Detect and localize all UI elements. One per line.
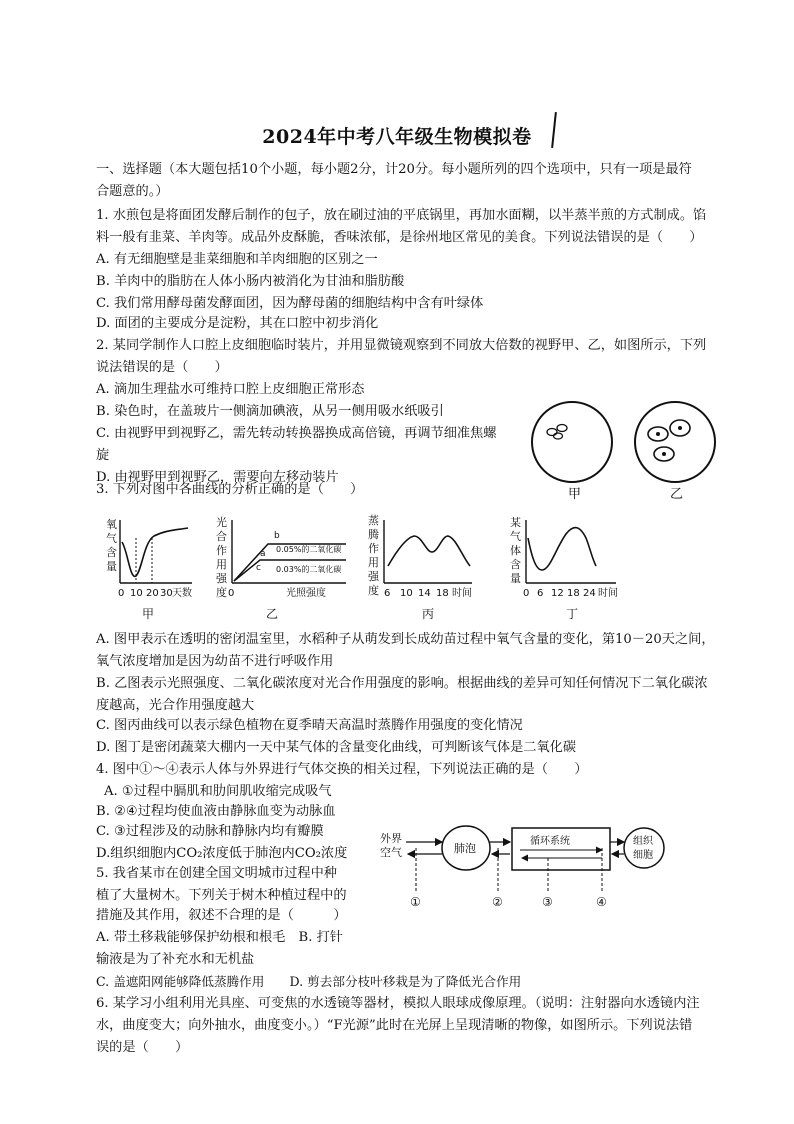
section-intro-line-2: 合题意的。） (96, 184, 169, 199)
q3-option-c: C. 图丙曲线可以表示绿色植物在夏季晴天高温时蒸腾作用强度的变化情况 (96, 718, 523, 733)
chart-yi-line-low-label: 0.03%的二氧化碳 (276, 565, 342, 574)
q1-option-a: A. 有无细胞壁是韭菜细胞和羊肉细胞的区别之一 (96, 252, 378, 267)
q4-option-d: D.组织细胞内CO₂浓度低于肺泡内CO₂浓度 (96, 846, 348, 861)
section-intro-line-1: 一、选择题（本大题包括10个小题，每小题2分，计20分。每小题所列的四个选项中，只有一项是最符 (96, 162, 692, 177)
chart-yi-point-b: b (274, 531, 280, 541)
q5-stem-line-3: 措施及其作用，叙述不合理的是（ ） (96, 908, 347, 923)
circulation-label: 循环系统 (530, 836, 570, 847)
chart-bing-ylabel-6: 度 (368, 584, 379, 597)
chart-bing-ylabel-3: 作 (368, 542, 379, 555)
chart-bing-caption: 丙 (422, 607, 435, 621)
q3-option-a: A. 图甲表示在透明的密闭温室里，水稻种子从萌发到长成幼苗过程中氧气含量的变化，第10－20天之间， (96, 632, 715, 647)
circulation-box (512, 828, 610, 870)
q2-stem-line-1: 2. 某同学制作人口腔上皮细胞临时装片，并用显微镜观察到不同放大倍数的视野甲、乙，如图所示，下列 (96, 338, 707, 353)
q2-option-c-cont: 旋 (96, 448, 110, 463)
outside-air-label-1: 外界 (380, 832, 402, 845)
q5-option-c-d: C. 盖遮阳网能够降低蒸腾作用 D. 剪去部分枝叶移栽是为了降低光合作用 (96, 974, 522, 989)
q2-option-c: C. 由视野甲到视野乙，需先转动转换器换成高倍镜，再调节细准焦螺 (96, 426, 497, 441)
q2-option-b: B. 染色时，在盖玻片一侧滴加碘液，从另一侧用吸水纸吸引 (96, 404, 444, 419)
chart-ding-xlabel: 时间 (598, 588, 618, 599)
chart-yi-ylabel-6: 度 (216, 586, 227, 599)
q4-option-a: A. ①过程中膈肌和肋间肌收缩完成吸气 (104, 784, 332, 799)
chart-ding-caption: 丁 (566, 607, 579, 621)
q4-option-c: C. ③过程涉及的动脉和静脉内均有瓣膜 (96, 824, 324, 839)
outside-air-label-2: 空气 (380, 846, 402, 859)
q6-stem-line-2: 水，曲度变大；向外抽水，曲度变小。）“F光源”此时在光屏上呈现清晰的物像，如图所示。下列说法错 (96, 1018, 693, 1033)
chart-bing-tick-10: 10 (400, 588, 413, 599)
nucleus-1 (656, 432, 660, 436)
chart-yi-origin: 0 (228, 588, 235, 599)
chart-ding-tick-24: 24 (583, 588, 596, 599)
gas-exchange-diagram (380, 818, 670, 912)
chart-ding-tick-6: 6 (537, 588, 544, 599)
tissue-cells-label-2: 细胞 (633, 850, 653, 861)
chart-jia-ylabel-2: 气 (106, 532, 117, 545)
chart-ding-tick-18: 18 (567, 588, 580, 599)
alveoli-label: 肺泡 (454, 842, 476, 855)
chart-bing (368, 513, 472, 621)
cell-small-1 (547, 429, 557, 436)
chart-jia-ylabel-4: 量 (106, 560, 117, 573)
chart-ding-ylabel-1: 某 (510, 516, 521, 529)
q4-stem: 4. 图中①～④表示人体与外界进行气体交换的相关过程，下列说法正确的是（ ） (96, 762, 588, 777)
q3-option-b-cont: 度越高，光合作用强度越大 (96, 698, 255, 713)
chart-bing-ylabel-2: 腾 (368, 528, 379, 541)
chart-yi-ylabel-4: 用 (216, 558, 227, 571)
chart-jia (106, 517, 192, 621)
exam-title: 2024年中考八年级生物模拟卷 (262, 126, 532, 148)
chart-yi-line-high-label: 0.05%的二氧化碳 (276, 545, 342, 554)
chart-bing-tick-14: 14 (418, 588, 431, 599)
q1-option-d: D. 面团的主要成分是淀粉，其在口腔中初步消化 (96, 316, 379, 331)
q1-stem-line-1: 1. 水煎包是将面团发酵后制作的包子，放在刷过油的平底锅里，再加水面糊，以半蒸半煎的方式制成。馅 (96, 208, 707, 223)
chart-bing-tick-18: 18 (436, 588, 449, 599)
chart-jia-ylabel-3: 含 (106, 546, 117, 559)
q3-option-d: D. 图丁是密闭蔬菜大棚内一天中某气体的含量变化曲线，可判断该气体是二氧化碳 (96, 740, 577, 755)
tissue-cells-circle (624, 828, 664, 868)
q5-stem-line-2: 植了大量树木。下列关于树木种植过程中的 (96, 888, 347, 903)
q2-option-a: A. 滴加生理盐水可维持口腔上皮细胞正常形态 (96, 382, 365, 397)
marker-1: ① (410, 895, 421, 909)
q3-curves-figure (96, 508, 636, 626)
chart-jia-ylabel-1: 氧 (106, 518, 117, 531)
chart-ding-ylabel-3: 体 (510, 544, 521, 557)
chart-jia-tick-0: 0 (118, 588, 125, 599)
field-jia-circle (532, 402, 612, 482)
field-yi-circle (635, 402, 715, 482)
chart-yi-ylabel-1: 光 (216, 516, 227, 529)
chart-bing-ylabel-5: 强 (368, 570, 379, 583)
q1-option-b: B. 羊肉中的脂肪在人体小肠内被消化为甘油和脂肪酸 (96, 274, 405, 289)
chart-bing-curve (388, 536, 470, 566)
q1-stem-line-2: 料一般有韭菜、羊肉等。成品外皮酥脆，香味浓郁，是徐州地区常见的美食。下列说法错误的是（ ） (96, 230, 703, 245)
q6-stem-line-3: 误的是（ ） (96, 1040, 189, 1055)
marker-2: ② (492, 895, 503, 909)
chart-yi-ylabel-2: 合 (216, 530, 227, 543)
chart-yi-ylabel-3: 作 (216, 544, 227, 557)
q6-stem-line-1: 6. 某学习小组利用光具座、可变焦的水透镜等器材，模拟人眼球成像原理。（说明：注射器向水透镜内注 (96, 996, 700, 1011)
q5-stem-line-1: 5. 我省某市在创建全国文明城市过程中种 (96, 866, 337, 881)
q1-option-c: C. 我们常用酵母菌发酵面团，因为酵母菌的细胞结构中含有叶绿体 (96, 296, 484, 311)
chart-bing-tick-6: 6 (384, 588, 391, 599)
cell-small-3 (554, 433, 563, 439)
chart-bing-ylabel-4: 用 (368, 556, 379, 569)
chart-jia-tick-20: 20 (146, 588, 159, 599)
chart-jia-curve (122, 528, 188, 576)
marker-4: ④ (596, 895, 607, 909)
q5-option-a-b: A. 带土移栽能够保护幼根和根毛 B. 打针 (96, 930, 343, 945)
q5-option-b-cont: 输液是为了补充水和无机盐 (96, 952, 255, 967)
chart-jia-tick-30: 30 (160, 588, 173, 599)
q3-option-a-cont: 氧气浓度增加是因为幼苗不进行呼吸作用 (96, 654, 334, 669)
chart-yi-point-c: c (256, 563, 261, 573)
chart-bing-xlabel: 时间 (452, 588, 472, 599)
q3-option-b: B. 乙图表示光照强度、二氧化碳浓度对光合作用强度的影响。根据曲线的差异可知任何情况下二氧化碳浓 (96, 676, 708, 691)
chart-ding-tick-0: 0 (523, 588, 530, 599)
chart-jia-xlabel: 天数 (172, 588, 192, 599)
q4-option-b: B. ②④过程均使血液由静脉血变为动脉血 (96, 804, 336, 819)
field-jia-label: 甲 (568, 487, 582, 502)
marker-3: ③ (542, 895, 553, 909)
microscope-fields-figure (528, 398, 728, 502)
cell-small-2 (557, 425, 567, 432)
chart-yi-point-a: a (260, 549, 266, 559)
chart-ding (510, 515, 618, 621)
tissue-cells-label-1: 组织 (633, 836, 653, 847)
chart-ding-ylabel-5: 量 (510, 572, 521, 585)
chart-yi (216, 515, 346, 621)
chart-bing-ylabel-1: 蒸 (368, 514, 379, 527)
chart-ding-curve (528, 528, 596, 570)
chart-jia-caption: 甲 (142, 607, 155, 621)
chart-ding-tick-12: 12 (551, 588, 564, 599)
q3-stem: 3. 下列对图中各曲线的分析正确的是（ ） (96, 482, 364, 497)
field-yi-label: 乙 (670, 487, 684, 502)
nucleus-2 (678, 426, 682, 430)
chart-yi-caption: 乙 (266, 607, 279, 621)
chart-yi-xlabel: 光照强度 (286, 588, 326, 599)
chart-yi-ylabel-5: 强 (216, 572, 227, 585)
chart-ding-ylabel-2: 气 (510, 530, 521, 543)
q2-option-d: D. 由视野甲到视野乙，需要向左移动装片 (96, 470, 339, 485)
q2-stem-line-2: 说法错误的是（ ） (96, 360, 228, 375)
chart-jia-tick-10: 10 (130, 588, 143, 599)
nucleus-3 (662, 452, 666, 456)
chart-ding-ylabel-4: 含 (510, 558, 521, 571)
